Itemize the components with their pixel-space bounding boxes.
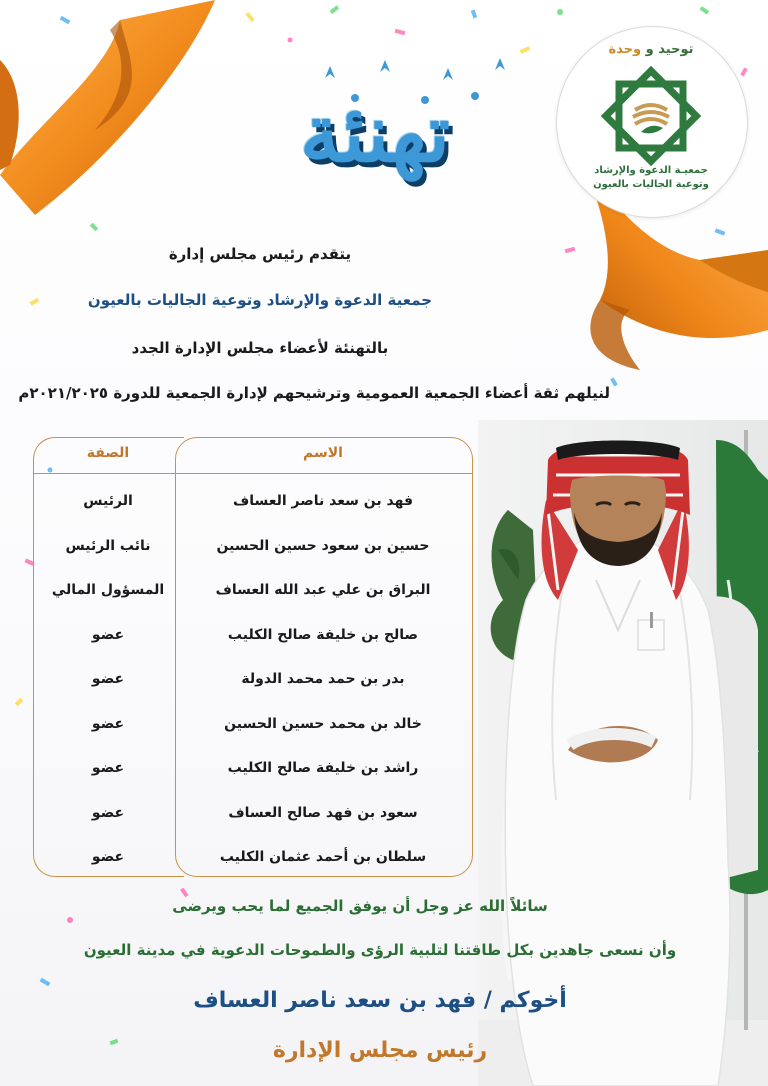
headline-text: تهنئة — [299, 86, 451, 180]
member-role: عضو — [91, 671, 125, 687]
member-role: عضو — [91, 626, 125, 643]
table-row — [33, 798, 473, 828]
member-name: صالح بن خليفة صالح الكليب — [227, 626, 419, 643]
logo-tagline-part1: توحيد و — [645, 42, 694, 57]
member-name: بدر بن حمد محمد الدولة — [241, 671, 405, 687]
table-row — [33, 575, 473, 605]
logo-tagline-part2: وحدة — [608, 42, 646, 57]
header-divider — [33, 473, 473, 474]
member-name: راشد بن خليفة صالح الكليب — [227, 760, 419, 776]
member-name: سعود بن فهد صالح العساف — [228, 804, 418, 821]
signature-name: أخوكم / فهد بن سعد ناصر العساف — [193, 988, 567, 1013]
member-name: حسين بن سعود حسين الحسين — [216, 537, 430, 554]
logo-name-line2: وتوعية الجاليات بالعيون — [593, 179, 709, 190]
table-row — [33, 531, 473, 561]
logo-emblem-icon — [601, 66, 701, 166]
intro-line-4: لنيلهم ثقة أعضاء الجمعية العمومية وترشيحهم لإدارة الجمعية للدورة ٢٠٢١/٢٠٢٥م — [18, 384, 610, 402]
closing-prayer: سائلاً الله عز وجل أن يوفق الجميع لما يحب ويرضى — [172, 897, 548, 915]
association-logo — [556, 26, 748, 218]
intro-line-3: بالتهنئة لأعضاء مجلس الإدارة الجدد — [131, 339, 389, 357]
member-role: عضو — [91, 849, 125, 865]
closing-aspiration: وأن نسعى جاهدين بكل طاقتنا لتلبية الرؤى والطموحات الدعوية في مدينة العيون — [83, 941, 677, 959]
chairman-photo — [478, 420, 768, 1086]
headline — [210, 58, 540, 228]
member-role: الرئيس — [83, 493, 133, 509]
board-members-table — [33, 437, 473, 875]
member-role: المسؤول المالي — [51, 582, 165, 598]
table-row — [33, 842, 473, 872]
member-name: فهد بن سعد ناصر العساف — [232, 493, 414, 509]
role-column-header: الصفة — [86, 445, 130, 461]
table-row — [33, 664, 473, 694]
signature-title: رئيس مجلس الإدارة — [272, 1038, 488, 1063]
member-role: عضو — [91, 804, 125, 821]
logo-name — [581, 164, 721, 192]
name-column-header: الاسم — [303, 445, 343, 461]
member-role: عضو — [91, 760, 125, 776]
member-name: سلطان بن أحمد عثمان الكليب — [219, 849, 427, 865]
table-row — [33, 753, 473, 783]
table-row — [33, 709, 473, 739]
table-row — [33, 486, 473, 516]
member-role: نائب الرئيس — [65, 537, 151, 554]
table-row — [33, 620, 473, 650]
member-name: البراق بن علي عبد الله العساف — [215, 582, 431, 598]
intro-line-2: جمعية الدعوة والإرشاد وتوعية الجاليات بالعيون — [87, 291, 433, 309]
intro-line-1: يتقدم رئيس مجلس إدارة — [168, 245, 352, 263]
logo-name-line1: جمعيـة الدعوة والإرشاد — [594, 165, 708, 176]
logo-tagline — [596, 42, 706, 57]
member-name: خالد بن محمد حسين الحسين — [224, 715, 422, 732]
member-role: عضو — [91, 715, 125, 732]
